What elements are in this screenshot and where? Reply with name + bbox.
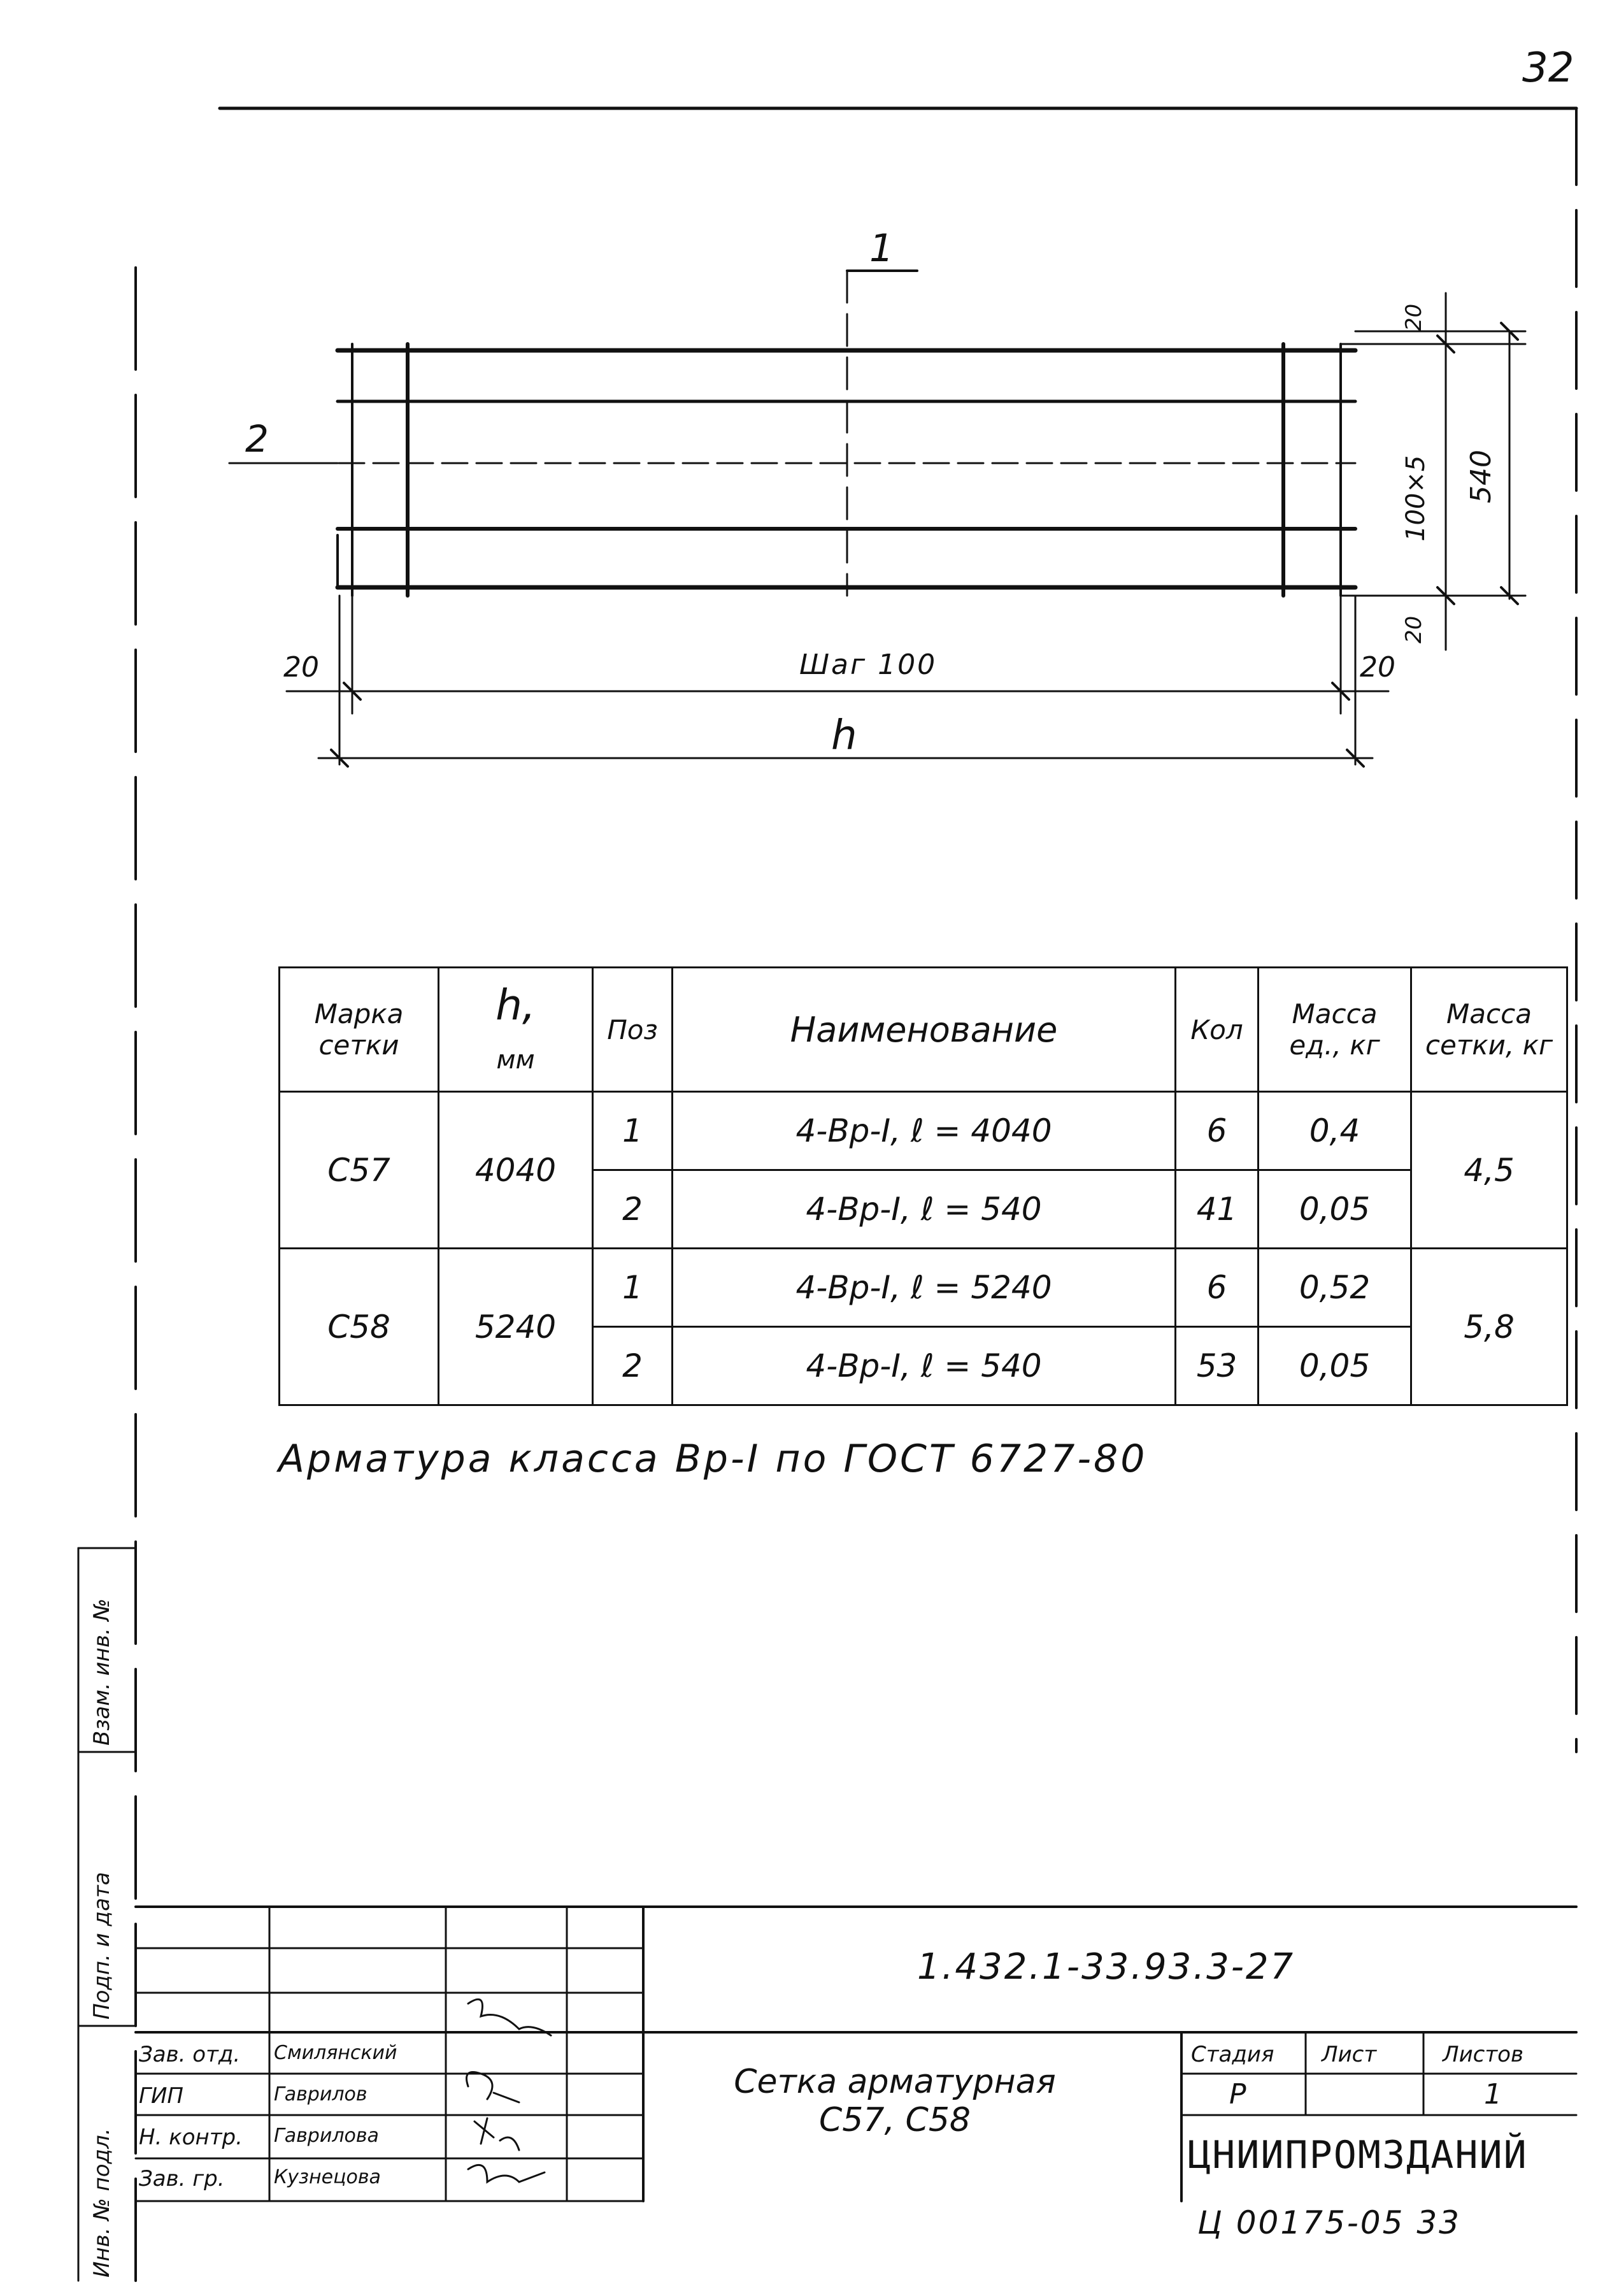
- header-h: h, мм: [439, 968, 593, 1092]
- table-row: [280, 1092, 1567, 1170]
- sheets-label: Листов: [1443, 2042, 1524, 2067]
- dim-bottom: 20: [1401, 615, 1427, 643]
- cell-unit-mass: 0,52: [1259, 1249, 1411, 1327]
- reinforcement-note: Арматура класса Вр-I по ГОСТ 6727-80: [278, 1437, 1148, 1481]
- sheets-value: 1: [1484, 2078, 1502, 2111]
- organization-name: ЦНИИПРОМЗДАНИЙ: [1188, 2133, 1528, 2178]
- cell-h: 4040: [439, 1092, 593, 1249]
- header-mark: Марка сетки: [280, 968, 439, 1092]
- stage-value: Р: [1229, 2078, 1246, 2111]
- cell-mesh-mass: 5,8: [1411, 1249, 1567, 1405]
- page-number: 32: [1522, 45, 1574, 92]
- specification-table: [278, 966, 1568, 1406]
- dim-length: h: [831, 712, 857, 759]
- signature-4: [468, 2165, 545, 2182]
- header-mesh-mass: Масса сетки, кг: [1411, 968, 1567, 1092]
- header-pos: Поз: [593, 968, 673, 1092]
- side-label-inv: Инв. № подл.: [89, 2128, 115, 2278]
- signature-1: [468, 1999, 551, 2035]
- cell-pos: 2: [593, 1327, 673, 1405]
- cell-unit-mass: 0,05: [1259, 1327, 1411, 1405]
- name-3: Гаврилова: [274, 2125, 379, 2147]
- header-name: Наименование: [673, 968, 1176, 1092]
- cell-mesh-mass: 4,5: [1411, 1092, 1567, 1249]
- position-mark: 2: [245, 417, 269, 461]
- stage-label: Стадия: [1191, 2042, 1274, 2067]
- document-title: [704, 2063, 1086, 2139]
- cell-pos: 2: [593, 1170, 673, 1249]
- role-1: Зав. отд.: [139, 2042, 241, 2067]
- table-row: [280, 1249, 1567, 1327]
- dim-middle: 100×5: [1401, 455, 1430, 542]
- title-line-2: С57, С58: [818, 2101, 971, 2139]
- cell-unit-mass: 0,05: [1259, 1170, 1411, 1249]
- header-qty: Кол: [1176, 968, 1259, 1092]
- dim-step: Шаг 100: [799, 649, 938, 681]
- cell-pos: 1: [593, 1092, 673, 1170]
- dim-offset-left: 20: [283, 651, 319, 684]
- cell-unit-mass: 0,4: [1259, 1092, 1411, 1170]
- side-label-podp: Подп. и дата: [89, 1872, 115, 2020]
- dim-offset-right: 20: [1360, 651, 1395, 684]
- dim-total: 540: [1465, 450, 1497, 503]
- dim-top: 20: [1401, 303, 1427, 331]
- document-code: 1.432.1-33.93.3-27: [917, 1946, 1295, 1988]
- signature-3: [474, 2118, 519, 2150]
- cell-mark: С58: [280, 1249, 439, 1405]
- table-header-row: [280, 968, 1567, 1092]
- cell-mark: С57: [280, 1092, 439, 1249]
- title-line-1: Сетка арматурная: [734, 2063, 1056, 2101]
- signature-2: [467, 2072, 520, 2103]
- header-unit-mass: Масса ед., кг: [1259, 968, 1411, 1092]
- name-4: Кузнецова: [274, 2166, 381, 2188]
- cell-qty: 53: [1176, 1327, 1259, 1405]
- role-2: ГИП: [139, 2083, 183, 2109]
- role-3: Н. контр.: [139, 2125, 243, 2150]
- sheet-label: Лист: [1322, 2042, 1377, 2067]
- cell-name: 4-Вр-I, ℓ = 4040: [673, 1092, 1176, 1170]
- cell-pos: 1: [593, 1249, 673, 1327]
- side-label-vzam: Взам. инв. №: [89, 1598, 115, 1746]
- signatures: [449, 1991, 564, 2201]
- section-mark: 1: [869, 226, 894, 271]
- cell-qty: 6: [1176, 1249, 1259, 1327]
- cell-qty: 41: [1176, 1170, 1259, 1249]
- inventory-number: Ц 00175-05 33: [1197, 2204, 1461, 2241]
- name-1: Смилянский: [274, 2042, 397, 2064]
- name-2: Гаврилов: [274, 2083, 367, 2106]
- cell-qty: 6: [1176, 1092, 1259, 1170]
- cell-name: 4-Вр-I, ℓ = 5240: [673, 1249, 1176, 1327]
- cell-name: 4-Вр-I, ℓ = 540: [673, 1170, 1176, 1249]
- cell-h: 5240: [439, 1249, 593, 1405]
- role-4: Зав. гр.: [139, 2166, 225, 2192]
- cell-name: 4-Вр-I, ℓ = 540: [673, 1327, 1176, 1405]
